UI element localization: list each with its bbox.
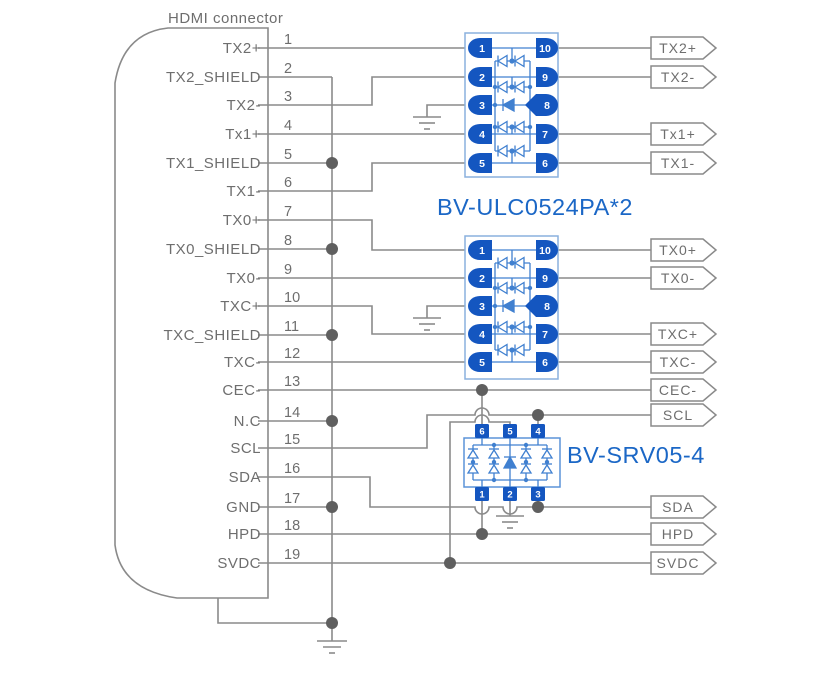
ic-pin-digit: 7 [542,329,548,341]
ic-pin-digit: 3 [479,100,485,112]
ic-pin-digit: 5 [479,158,485,170]
pin-number: 5 [284,147,293,163]
ground-symbol-ic1 [413,117,441,129]
ic-pin-digit: 2 [507,489,513,501]
pin-label: TXC- [224,354,261,371]
ic-pin-digit: 10 [539,245,551,257]
ic-pin-digit: 8 [544,301,550,313]
output-tag [651,267,716,289]
output-tag-label: TX2+ [659,40,697,56]
pin-label: GND [226,499,261,516]
output-tag-label: TXC- [659,354,697,370]
tvs-diode-label: BV-SRV05-4 [567,442,705,468]
ic-pin-digit: 4 [535,426,541,438]
wire-ic2-pin3-gnd [427,306,468,318]
output-tag [651,496,716,518]
pin-number: 15 [284,432,301,448]
pin-number: 2 [284,61,293,77]
pin-label: TX1- [226,183,261,200]
esd-array-ic-2 [465,236,558,379]
pin-number: 17 [284,491,301,507]
output-tag [651,323,716,345]
pin-number: 18 [284,518,301,534]
pin-number: 4 [284,118,293,134]
pin-number: 1 [284,32,293,48]
junction-dots [326,157,544,629]
pin-number: 7 [284,204,293,220]
output-tag-label: CEC- [658,382,698,398]
pin-number: 11 [284,319,300,335]
output-tag [651,152,716,174]
output-tag-label: TX0- [660,270,696,286]
ic-pin-digit: 1 [479,245,485,257]
output-tags [651,37,716,574]
pin-label: TX0_SHIELD [165,241,261,258]
pin-label: SCL [230,440,261,457]
pin-number: 8 [284,233,293,249]
pin-label: TX2+ [222,40,261,57]
pin-number: 16 [284,461,301,477]
pin-label: HPD [227,526,261,543]
ic-pin-digit: 7 [542,129,548,141]
connector-title: HDMI connector [168,10,284,27]
output-tag-label: TX0+ [659,242,697,258]
ground-symbol-srv05 [496,516,524,528]
output-tag-label: Tx1+ [660,126,696,142]
pin-number: 19 [284,547,301,563]
output-tag-label: SCL [662,407,694,423]
pin-number: 10 [284,290,301,306]
ic-pin-digit: 4 [479,129,485,141]
ic-pin-digit: 10 [539,43,551,55]
ic-pin-digit: 1 [479,43,485,55]
output-tag-label: SVDC [656,555,700,571]
pin-number: 3 [284,89,293,105]
output-tag [651,123,716,145]
pin-number: 9 [284,262,293,278]
pin-label: SVDC [217,555,261,572]
ic-pin-digit: 4 [479,329,485,341]
ic-pin-digit: 2 [479,72,485,84]
pin-number: 12 [284,346,301,362]
pin-label: TX0- [226,270,261,287]
output-tag [651,66,716,88]
esd-array-label: BV-ULC0524PA*2 [437,194,633,220]
pin-label: N.C [233,413,261,430]
wires [218,48,651,641]
ic-pin-digit: 2 [479,273,485,285]
pin-label: TX2_SHIELD [165,69,261,86]
ic-pin-digit: 1 [479,489,485,501]
pin-label: SDA [228,469,261,486]
output-tag-label: TXC+ [657,326,699,342]
ic-pin-digit: 9 [542,72,548,84]
pin-number: 13 [284,374,301,390]
output-tag-label: TX1- [660,155,696,171]
pin-number: 14 [284,405,301,421]
ic-pin-digit: 6 [479,426,485,438]
output-tag [651,37,716,59]
ic-pin-digit: 3 [479,301,485,313]
pin-label: TXC_SHIELD [163,327,261,344]
pin-label: TX2- [226,97,261,114]
wire-sda [258,477,651,514]
output-tag-label: SDA [662,499,694,515]
output-tag [651,404,716,426]
pin-number: 6 [284,175,293,191]
pin-label: TXC+ [220,298,261,315]
ic-pin-digit: 6 [542,158,548,170]
output-tag [651,239,716,261]
ic-pin-digit: 9 [542,273,548,285]
pin-label: TX1_SHIELD [165,155,261,172]
ic-pin-digit: 8 [544,100,550,112]
ground-symbol-ic2 [413,318,441,330]
output-tag [651,351,716,373]
output-tag [651,379,716,401]
esd-array-ic-1 [465,33,558,177]
tvs-diode-ic [464,424,560,501]
wire-connector-gnd-stub [218,598,332,641]
output-tag [651,523,716,545]
pin-label: CEC- [222,382,261,399]
pin-label: Tx1+ [225,126,261,143]
ic-pin-digit: 3 [535,489,541,501]
ic-pin-digit: 6 [542,357,548,369]
wire-ic1-pin3-gnd [427,105,468,117]
output-tag [651,552,716,574]
output-tag-label: HPD [661,526,695,542]
connector-pin-numbers [284,32,300,563]
output-tag-label: TX2- [660,69,696,85]
pin-label: TX0+ [222,212,261,229]
ic-pin-digit: 5 [507,426,513,438]
ic-pin-digit: 5 [479,357,485,369]
ground-symbol-main [317,641,347,653]
